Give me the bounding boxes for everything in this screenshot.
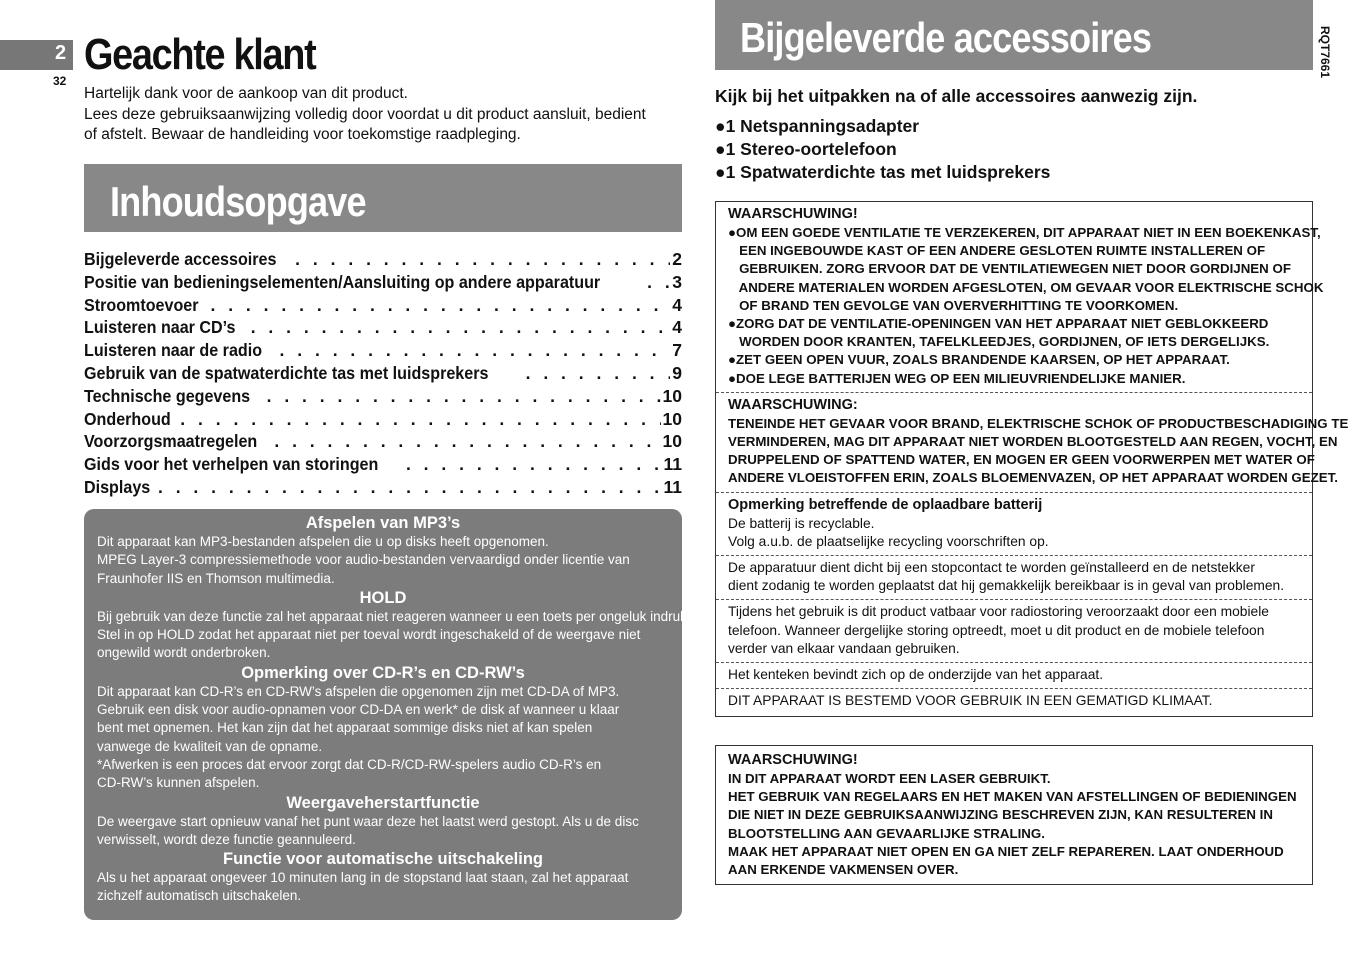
warning-heading: WAARSCHUWING:: [728, 396, 858, 413]
toc-row: [84, 295, 682, 318]
info-heading: Opmerking over CD-R’s en CD-RW’s: [241, 663, 525, 682]
warning-line: verder van elkaar vandaan gebruiken.: [728, 640, 960, 656]
toc-leader-dots: [526, 363, 671, 384]
list-item: ●1 Netspanningsadapter: [715, 116, 920, 136]
warning-line: EEN INGEBOUWDE KAST OF EEN ANDERE GESLOTEN RUIMTE INSTALLEREN OF: [728, 243, 1266, 259]
warning-line: Tijdens het gebruik is dit product vatbaar voor radiostoring veroorzaakt door een mobiele: [728, 604, 1269, 620]
toc-label: Gebruik van de spatwaterdichte tas met luidsprekers: [84, 362, 489, 383]
info-line: CD-RW’s kunnen afspelen.: [97, 775, 260, 791]
toc-page-number: 10: [662, 385, 682, 406]
toc-page-number: 4: [672, 317, 682, 338]
laser-warning-line: IN DIT APPARAAT WORDT EEN LASER GEBRUIKT.: [728, 771, 1051, 786]
info-text: [84, 869, 682, 906]
warning-line: WORDEN DOOR KRANTEN, TAFELKLEEDJES, GORDIJNEN, OF IETS DERGELIJKS.: [728, 334, 1270, 350]
warning-section: [716, 202, 1324, 393]
warnings-box: [715, 201, 1349, 717]
laser-warning-box: [715, 745, 1313, 885]
check-instruction: Kijk bij het uitpakken na of alle accessoires aanwezig zijn.: [715, 86, 1198, 106]
info-line: verwisselt, wordt deze functie geannuleerd.: [97, 831, 356, 847]
toc-page-number: 9: [672, 362, 682, 383]
warning-section: [716, 556, 1312, 600]
toc-label: Bijgeleverde accessoires: [84, 249, 277, 269]
warning-line: De apparatuur dient dicht bij een stopcontact te worden geïnstalleerd en de netstekker: [728, 560, 1255, 576]
toc-row: [84, 477, 682, 500]
toc-leader-dots: [251, 317, 671, 338]
toc-leader-dots: [280, 340, 671, 361]
toc-row: [84, 317, 682, 340]
info-line: *Afwerken is een proces dat ervoor zorgt dat CD-R/CD-RW-spelers audio CD-R’s en: [97, 756, 602, 772]
info-line: Dit apparaat kan MP3-bestanden afspelen die u op disks heeft opgenomen.: [97, 534, 549, 549]
warning-heading: WAARSCHUWING!: [728, 206, 858, 222]
info-line: ongewild wordt onderbroken.: [97, 645, 271, 661]
warning-line: Volg a.u.b. de plaatselijke recycling voorschriften op.: [728, 533, 1049, 549]
info-heading: HOLD: [359, 588, 407, 607]
intro-line: of afstelt. Bewaar de handleiding voor toekomstige raadpleging.: [84, 126, 521, 143]
intro-line: Lees deze gebruiksaanwijzing volledig door voordat u dit product aansluit, bedient: [84, 105, 646, 123]
toc-page-number: 7: [672, 340, 682, 361]
warning-section: [716, 393, 1349, 493]
table-of-contents: [84, 249, 682, 500]
toc-label: Onderhoud: [84, 408, 171, 429]
intro-text: [84, 84, 684, 146]
warning-line: VERMINDEREN, MAG DIT APPARAAT NIET WORDEN BLOOTGESTELD AAN REGEN, VOCHT, EN: [728, 434, 1338, 450]
info-line: Gebruik een disk voor audio-opnamen voor CD-DA en werk* de disk af wanneer u klaar: [97, 702, 620, 718]
info-heading: Afspelen van MP3’s: [305, 514, 461, 532]
toc-row: [84, 249, 682, 272]
toc-leader-dots: [267, 386, 661, 407]
toc-row: [84, 409, 682, 432]
toc-row: [84, 272, 682, 295]
toc-label: Gids voor het verhelpen van storingen: [84, 454, 379, 475]
warning-line: dient zodanig te worden geplaatst dat hij gemakkelijk bereikbaar is in geval van problemen.: [728, 578, 1285, 594]
page-number: 2: [55, 42, 67, 64]
info-line: Fraunhofer IIS en Thomson multimedia.: [97, 570, 335, 586]
toc-page-number: 11: [663, 454, 682, 475]
toc-label: Luisteren naar CD’s: [84, 317, 236, 338]
toc-leader-dots: [295, 249, 670, 270]
warning-line: De batterij is recyclable.: [728, 515, 875, 531]
info-line: Als u het apparaat ongeveer 10 minuten lang in de stopstand laat staan, zal het apparaat: [97, 870, 629, 886]
toc-label: Luisteren naar de radio: [84, 340, 263, 361]
warning-line: ●ZET GEEN OPEN VUUR, ZOALS BRANDENDE KAARSEN, OP HET APPARAAT.: [728, 352, 1230, 368]
list-item: ●1 Stereo-oortelefoon: [715, 139, 897, 159]
toc-row: [84, 386, 682, 409]
warning-section: [716, 689, 1312, 714]
laser-warning-line: AAN ERKENDE VAKMENSEN OVER.: [728, 862, 959, 878]
warning-line: ANDERE MATERIALEN WORDEN AFGESLOTEN, OM GEVAAR VOOR ELEKTRISCHE SCHOK: [728, 279, 1324, 295]
info-text: [84, 608, 695, 663]
info-line: De weergave start opnieuw vanaf het punt waar deze het laatst werd gestopt. Als u de disc: [97, 813, 639, 829]
info-box: [84, 509, 695, 920]
warning-line: ●ZORG DAT DE VENTILATIE-OPENINGEN VAN HET APPARAAT NIET GEBLOKKEERD: [728, 316, 1269, 332]
page-sub-number: 32: [53, 74, 67, 88]
warning-line: OF BRAND TEN GEVOLGE VAN OVERVERHITTING TE VOORKOMEN.: [728, 297, 1179, 313]
warning-line: DRUPPELEND OF SPATTEND WATER, EN MOGEN ER GEEN VOORWERPEN MET WATER OF: [728, 452, 1315, 468]
warning-heading: Opmerking betreffende de oplaadbare batterij: [728, 496, 1043, 513]
list-item: ●1 Spatwaterdichte tas met luidsprekers: [715, 162, 1051, 182]
document-code: RQT7661: [1318, 26, 1332, 79]
warning-line: GEBRUIKEN. ZORG ERVOOR DAT DE VENTILATIEWEGEN NIET DOOR GORDIJNEN OF: [728, 261, 1291, 277]
toc-row: [84, 340, 682, 363]
info-heading: Weergaveherstartfunctie: [286, 793, 480, 812]
warning-section: [716, 600, 1312, 663]
toc-row: [84, 454, 682, 477]
page-title: Geachte klant: [84, 30, 316, 79]
warning-section: [716, 663, 1312, 689]
warning-line: DIT APPARAAT IS BESTEMD VOOR GEBRUIK IN EEN GEMATIGD KLIMAAT.: [728, 693, 1213, 709]
info-line: MPEG Layer-3 compressiemethode voor audio-bestanden vervaardigd onder licentie van: [97, 552, 630, 568]
warning-line: ●OM EEN GOEDE VENTILATIE TE VERZEKEREN, DIT APPARAAT NIET IN EEN BOEKENKAST,: [728, 225, 1321, 240]
toc-page-number: 10: [662, 408, 682, 429]
toc-leader-dots: [210, 295, 670, 316]
accessories-title: Bijgeleverde accessoires: [740, 14, 1152, 61]
info-line: vanwege de kwaliteit van de opname.: [97, 738, 323, 754]
laser-warning-line: HET GEBRUIK VAN REGELAARS EN HET MAKEN VAN AFSTELLINGEN OF BEDIENINGEN: [728, 789, 1297, 805]
toc-leader-dots: [406, 454, 662, 475]
toc-label: Voorzorgsmaatregelen: [84, 431, 258, 452]
accessories-list: [715, 115, 1050, 184]
warning-line: Het kenteken bevindt zich op de onderzijde van het apparaat.: [728, 667, 1104, 683]
laser-warning-heading: WAARSCHUWING!: [728, 752, 858, 768]
warning-line: telefoon. Wanneer dergelijke storing optreedt, moet u dit product en de mobiele telefoon: [728, 622, 1265, 638]
warning-section: [716, 493, 1312, 556]
info-text: [84, 533, 682, 588]
laser-warning-line: MAAK HET APPARAAT NIET OPEN EN GA NIET ZELF REPAREREN. LAAT ONDERHOUD: [728, 843, 1284, 859]
info-text: [84, 683, 682, 793]
toc-page-number: 10: [662, 431, 682, 452]
info-line: Stel in op HOLD zodat het apparaat niet per toeval wordt ingeschakeld of de weergave niet: [97, 627, 641, 643]
warning-line: ●DOE LEGE BATTERIJEN WEG OP EEN MILIEUVRIENDELIJKE MANIER.: [728, 370, 1186, 386]
toc-row: [84, 431, 682, 454]
info-line: zichzelf automatisch uitschakelen.: [97, 888, 302, 904]
intro-line: Hartelijk dank voor de aankoop van dit product.: [84, 85, 408, 102]
toc-label: Stroomtoevoer: [84, 294, 199, 315]
info-heading: Functie voor automatische uitschakeling: [223, 850, 543, 869]
toc-leader-dots: [647, 272, 670, 293]
toc-row: [84, 363, 682, 386]
toc-page-number: 3: [672, 271, 682, 292]
toc-page-number: 11: [663, 476, 682, 497]
toc-label: Displays: [84, 476, 151, 497]
warning-line: TENEINDE HET GEVAAR VOOR BRAND, ELEKTRISCHE SCHOK OF PRODUCTBESCHADIGING TE: [728, 415, 1349, 431]
info-text: [84, 813, 682, 850]
toc-title: Inhoudsopgave: [110, 178, 366, 225]
info-line: Dit apparaat kan CD-R’s en CD-RW’s afspelen die opgenomen zijn met CD-DA of MP3.: [97, 683, 620, 699]
warning-line: ANDERE VLOEISTOFFEN ERIN, ZOALS BLOEMENVAZEN, OP HET APPARAAT WORDEN GEZET.: [728, 470, 1338, 486]
info-line: bent met opnemen. Het kan zijn dat het apparaat sommige disks niet af kan spelen: [97, 720, 593, 736]
toc-leader-dots: [158, 477, 662, 498]
info-line: Bij gebruik van deze functie zal het apparaat niet reageren wanneer u een toets per ongeluk indrukt.: [97, 608, 695, 624]
toc-label: Positie van bedieningselementen/Aansluiting op andere apparatuur: [84, 271, 601, 292]
toc-page-number: 4: [672, 294, 682, 315]
toc-leader-dots: [180, 409, 660, 430]
laser-warning-text: [728, 770, 1300, 879]
laser-warning-line: BLOOTSTELLING AAN GEVAARLIJKE STRALING.: [728, 825, 1045, 841]
toc-page-number: 2: [672, 249, 682, 269]
laser-warning-line: DIE NIET IN DEZE GEBRUIKSAANWIJZING BESCHREVEN ZIJN, KAN RESULTEREN IN: [728, 807, 1273, 823]
toc-label: Technische gegevens: [84, 385, 251, 406]
toc-leader-dots: [274, 431, 660, 452]
